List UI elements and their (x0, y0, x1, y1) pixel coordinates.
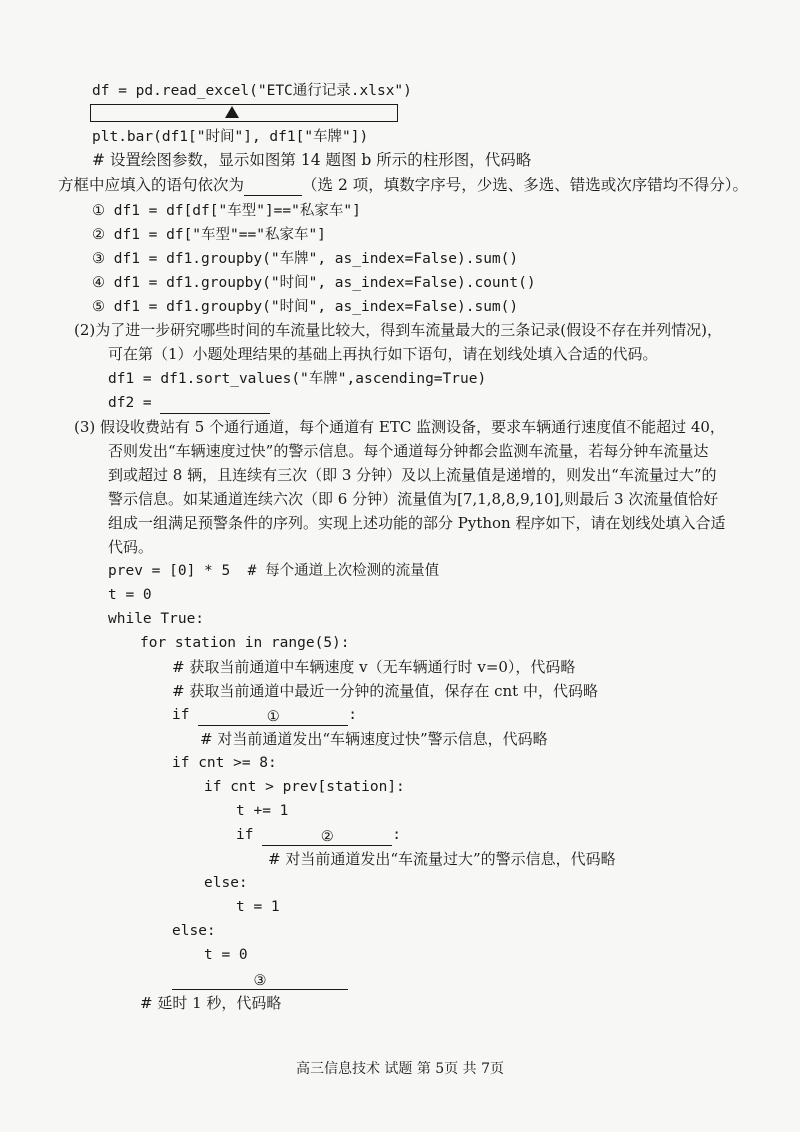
prog-colon-1: : (348, 707, 357, 723)
blank-1-marker: ① (266, 709, 280, 725)
prog-comment-speed: # 获取当前通道中车辆速度 v（无车辆通行时 v=0），代码略 (172, 658, 576, 676)
prog-colon-2: : (392, 827, 401, 843)
q2-text-line2: 可在第（1）小题处理结果的基础上再执行如下语句，请在划线处填入合适的代码。 (108, 345, 658, 363)
blank-3 (172, 971, 348, 990)
option-5: ⑤ df1 = df1.groupby("时间", as_index=False).sum() (92, 299, 519, 315)
prog-if-keyword-2: if (236, 827, 263, 843)
q2-code-df2-label: df2 = (108, 395, 161, 411)
triangle-marker-icon (225, 106, 239, 118)
prog-if-blank2 (236, 824, 401, 846)
q2-text-line1: (2)为了进一步研究哪些时间的车流量比较大，得到车流量最大的三条记录(假设不存在并列情况)， (74, 321, 722, 339)
prog-blank3-line (172, 968, 348, 990)
code-read-excel: df = pd.read_excel("ETC通行记录.xlsx") (92, 83, 412, 99)
q3-text-line2: 否则发出“车辆速度过快”的警示信息。每个通道每分钟都会监测车流量，若每分钟车流量达 (108, 442, 709, 460)
prog-if-keyword: if (172, 707, 199, 723)
prog-t-reset-0: t = 0 (204, 947, 248, 963)
prog-while: while True: (108, 611, 205, 627)
q1-instruction-before: 方框中应填入的语句依次为 (58, 176, 245, 194)
option-2: ② df1 = df["车型"=="私家车"] (92, 227, 326, 243)
blank-3-marker: ③ (253, 973, 267, 989)
prog-comment-speed-alert: # 对当前通道发出“车辆速度过快”警示信息，代码略 (200, 730, 548, 748)
blank-2-marker: ② (320, 829, 334, 845)
prog-if-blank1 (172, 704, 357, 726)
q3-text-line5: 组成一组满足预警条件的序列。实现上述功能的部分 Python 程序如下，请在划线处填入合适 (108, 514, 726, 532)
answer-box (90, 104, 398, 122)
q2-code-df2 (108, 392, 270, 414)
option-1: ① df1 = df[df["车型"]=="私家车"] (92, 203, 361, 219)
q2-code-sort: df1 = df1.sort_values("车牌",ascending=True) (108, 371, 487, 387)
page-footer: 高三信息技术 试题 第 5页 共 7页 (295, 1061, 505, 1077)
code-plt-bar: plt.bar(df1["时间"], df1["车牌"]) (92, 129, 369, 145)
q3-text-line3: 到或超过 8 辆，且连续有三次（即 3 分钟）及以上流量值是递增的，则发出“车流量过大”的 (108, 466, 717, 484)
q3-text-line1: (3) 假设收费站有 5 个通行通道，每个通道有 ETC 监测设备，要求车辆通行速度值不能超过 40， (74, 418, 725, 436)
prog-if-prev: if cnt > prev[station]: (204, 779, 405, 795)
q3-text-line4: 警示信息。如某通道连续六次（即 6 分钟）流量值为[7,1,8,8,9,10],则最后 3 次流量值恰好 (108, 490, 719, 508)
prog-comment-cnt: # 获取当前通道中最近一分钟的流量值，保存在 cnt 中，代码略 (172, 682, 598, 700)
prog-if-cnt: if cnt >= 8: (172, 755, 277, 771)
prog-else-1: else: (204, 875, 248, 891)
prog-comment-flow-alert: # 对当前通道发出“车流量过大”的警示信息，代码略 (268, 850, 616, 868)
blank-1 (198, 707, 348, 726)
option-3: ③ df1 = df1.groupby("车牌", as_index=False).sum() (92, 251, 519, 267)
blank-2 (262, 827, 392, 846)
q2-answer-blank (160, 395, 270, 414)
q3-text-line6: 代码。 (108, 538, 154, 556)
q1-answer-blank (244, 177, 302, 196)
prog-for: for station in range(5): (140, 635, 350, 651)
prog-comment-delay: # 延时 1 秒，代码略 (140, 994, 282, 1012)
code-comment-plot: # 设置绘图参数，显示如图第 14 题图 b 所示的柱形图，代码略 (92, 151, 532, 169)
prog-t-reset-1: t = 1 (236, 899, 280, 915)
q1-instruction (58, 174, 748, 196)
prog-t-inc: t += 1 (236, 803, 289, 819)
option-4: ④ df1 = df1.groupby("时间", as_index=False).count() (92, 275, 536, 291)
prog-prev-init: prev = [0] * 5 # 每个通道上次检测的流量值 (108, 563, 440, 579)
prog-else-2: else: (172, 923, 216, 939)
q1-instruction-after: （选 2 项，填数字序号，少选、多选、错选或次序错均不得分）。 (302, 176, 748, 194)
prog-t-init: t = 0 (108, 587, 152, 603)
